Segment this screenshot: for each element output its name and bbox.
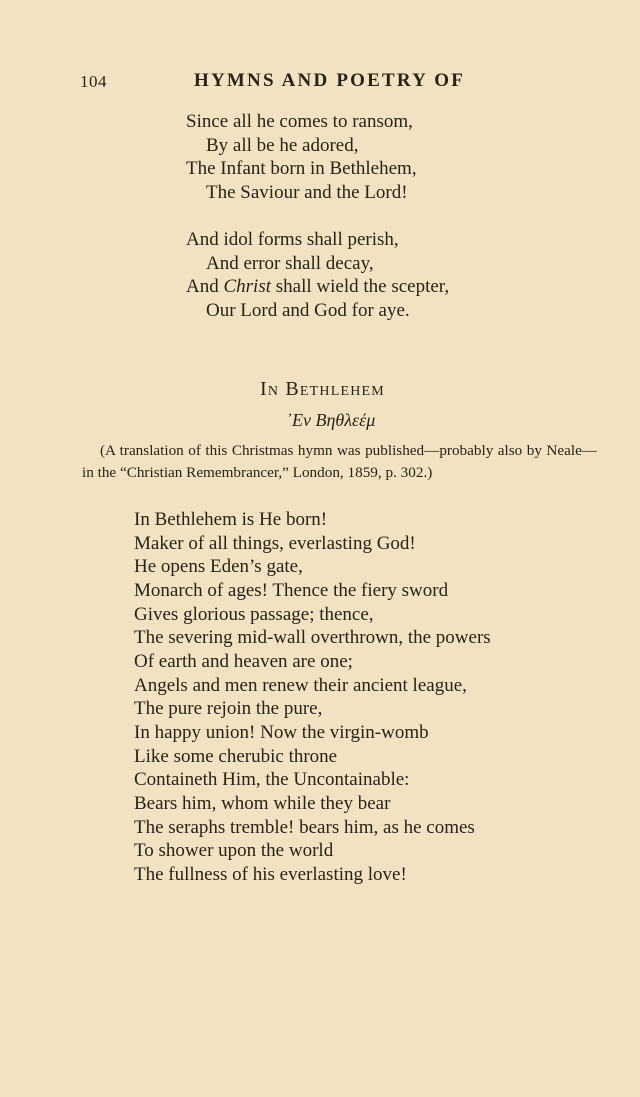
hymn-line: Of earth and heaven are one; [134, 650, 353, 672]
hymn-line: Angels and men renew their ancient league, [134, 674, 467, 696]
stanza-1 [186, 110, 566, 205]
running-head [80, 70, 490, 96]
stanza-2 [186, 228, 566, 323]
hymn-line: In happy union! Now the virgin-womb [134, 721, 429, 743]
hymn-line: Gives glorious passage; thence, [134, 603, 374, 625]
hymn-line: The fullness of his everlasting love! [134, 863, 407, 885]
emphasized-word: Christ [223, 276, 272, 298]
poem-line: Our Lord and God for aye. [206, 300, 410, 322]
hymn-line: The pure rejoin the pure, [134, 698, 323, 720]
hymn-text [134, 508, 604, 887]
section-title: In Bethlehem [260, 378, 385, 400]
hymn-line: Bears him, whom while they bear [134, 792, 391, 814]
running-title: HYMNS AND POETRY OF [194, 70, 466, 91]
translation-note: (A translation of this Christmas hymn was published—probably also by Neale—in the “Christian Remembrancer,” London, 1859, p. 302.) [82, 442, 597, 481]
hymn-line: In Bethlehem is He born! [134, 509, 328, 530]
hymn-line: The severing mid-wall overthrown, the powers [134, 627, 491, 649]
poem-line: The Infant born in Bethlehem, [186, 158, 417, 180]
poem-line: The Saviour and the Lord! [206, 182, 408, 204]
hymn-line: Containeth Him, the Uncontainable: [134, 769, 410, 791]
page-number: 104 [80, 72, 107, 91]
hymn-line: To shower upon the world [134, 840, 334, 862]
hymn-line: The seraphs tremble! bears him, as he comes [134, 816, 475, 838]
greek-subtitle: ᾿Εν Βηθλεέμ [286, 410, 376, 430]
poem-line-with-emphasis [186, 275, 566, 299]
line-segment: And [186, 276, 219, 298]
poem-line: By all be he adored, [206, 134, 359, 156]
poem-line: And error shall decay, [206, 252, 374, 274]
hymn-line: Like some cherubic throne [134, 745, 338, 767]
hymn-line: Monarch of ages! Thence the fiery sword [134, 579, 449, 601]
hymn-line: Maker of all things, everlasting God! [134, 532, 416, 554]
line-segment: shall wield the scepter, [275, 276, 450, 298]
poem-line: And idol forms shall perish, [186, 229, 399, 250]
hymn-line: He opens Eden’s gate, [134, 556, 303, 578]
poem-line: Since all he comes to ransom, [186, 111, 413, 132]
